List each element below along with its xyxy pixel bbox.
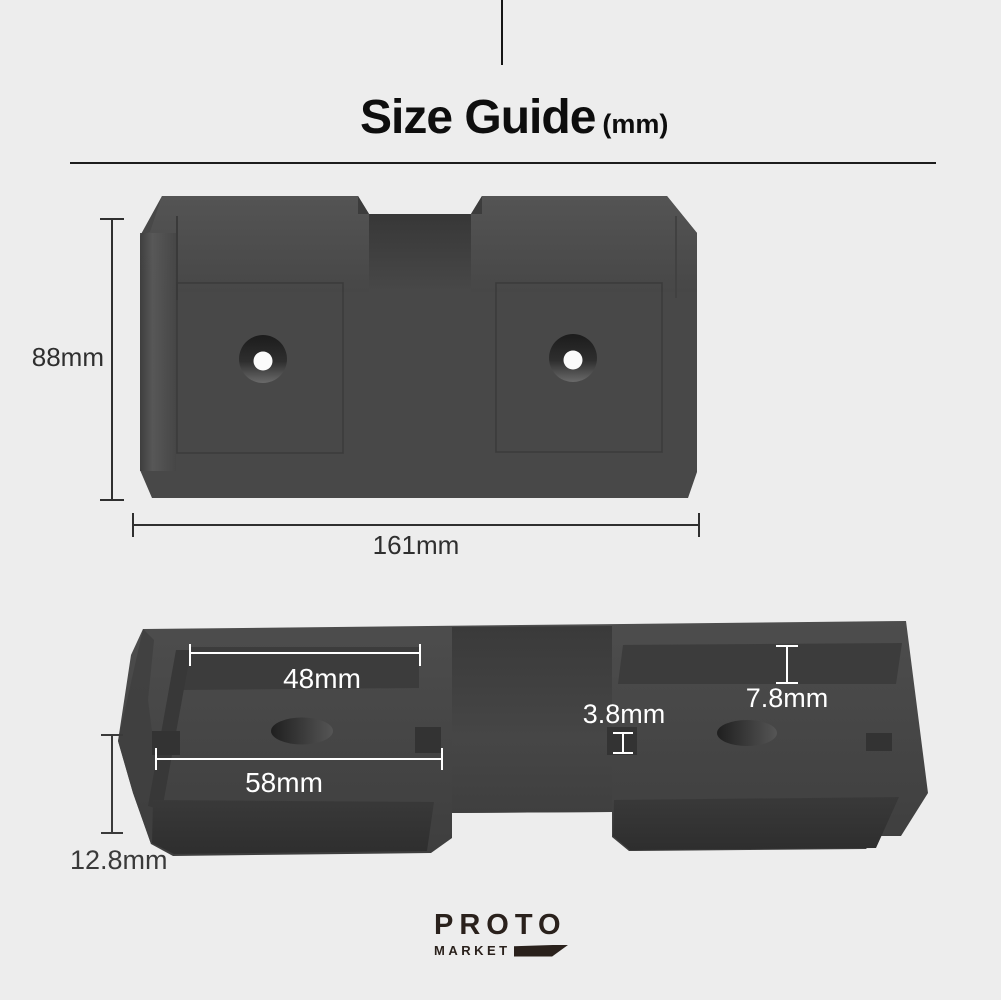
tab-bevel-right [471,196,482,214]
brand-swoosh-shape [514,945,569,957]
pad-left-notch-right [415,727,441,753]
dim-thickness-128 [101,735,123,833]
brand-name-bottom: MARKET [434,943,511,958]
left-rounded-edge [140,233,176,471]
dim-pad-top-label: 48mm [283,663,361,694]
screw-hole-left-bore [254,352,273,371]
dim-height-label: 88mm [31,342,104,372]
pad-right-notch-right [866,733,892,751]
brand-logo [434,911,569,957]
countersink-hole-right [717,720,777,746]
pad-right-rim-strip [618,643,902,684]
dim-width-label: 161mm [372,530,460,560]
tab-bevel-left [358,196,369,214]
page-title: Size Guide [360,91,596,144]
brand-name-top: PROTO [434,909,567,941]
part-top-valley [369,214,471,292]
brand-row [434,944,569,957]
screw-hole-right-bore [564,351,583,370]
top-view [32,196,699,560]
dim-notch-label: 3.8mm [582,699,666,729]
foot-left-face [152,800,434,854]
dim-thickness-label: 12.8mm [70,845,168,875]
countersink-hole-left [271,718,333,745]
dim-rim-label: 7.8mm [745,683,829,713]
foot-right-face [613,797,899,850]
unit-label: (mm) [602,109,669,139]
bottom-view [70,621,928,875]
dim-pad-label: 58mm [245,767,323,798]
